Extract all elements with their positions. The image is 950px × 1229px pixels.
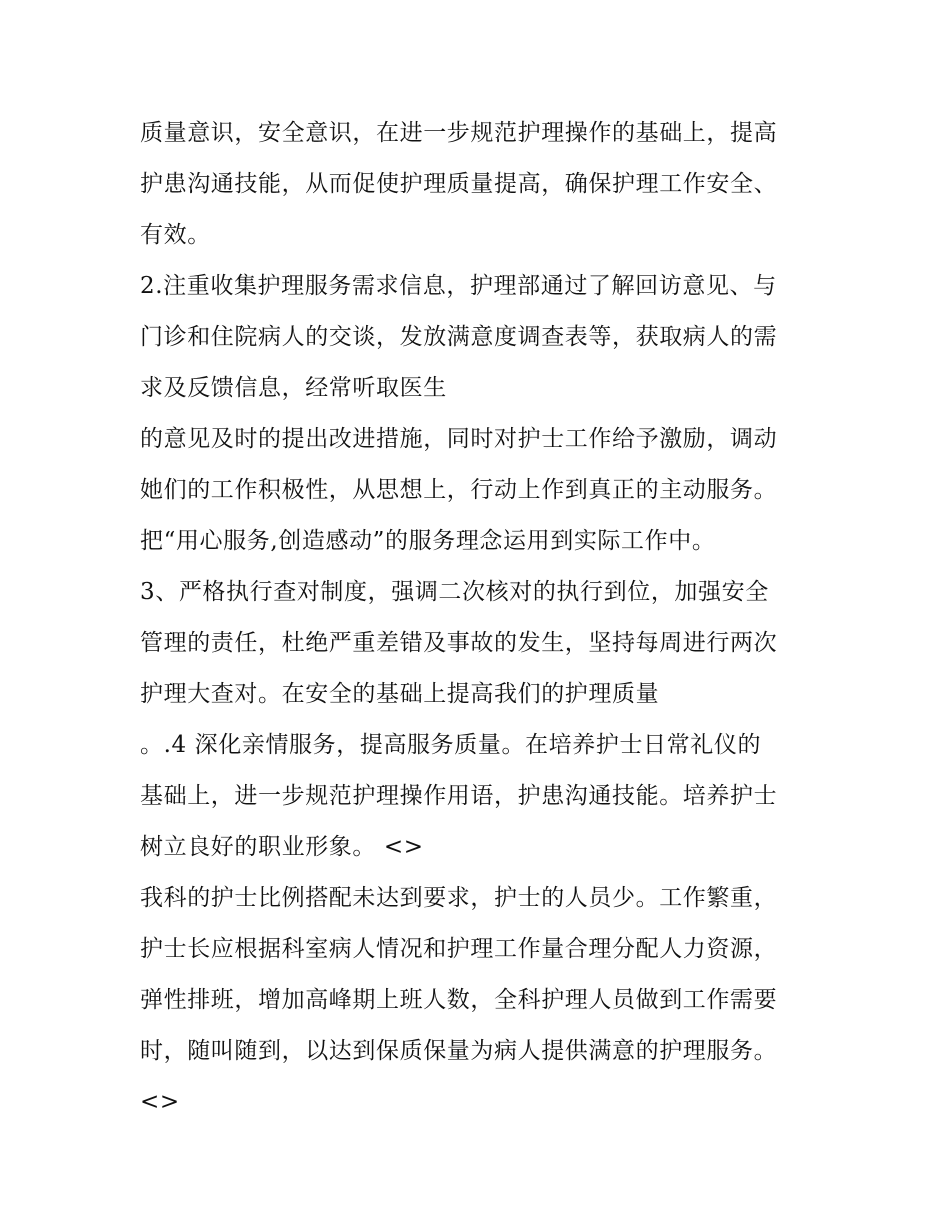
text-line: <> [140, 1089, 180, 1115]
text-line: 门诊和住院病人的交谈，发放满意度调查表等，获取病人的需 [140, 324, 778, 350]
text-line: 的意见及时的提出改进措施，同时对护士工作给予激励，调动 [140, 426, 778, 452]
text-line: 树立良好的职业形象。 <> [140, 834, 424, 860]
text-line: 她们的工作积极性，从思想上，行动上作到真正的主动服务。 [140, 477, 778, 503]
text-line: 。.4 深化亲情服务，提高服务质量。在培养护士日常礼仪的 [140, 732, 762, 758]
text-line: 求及反馈信息，经常听取医生 [140, 375, 447, 401]
text-line: 弹性排班，增加高峰期上班人数，全科护理人员做到工作需要 [140, 987, 778, 1013]
text-line: 有效。 [140, 222, 211, 248]
text-line: 基础上，进一步规范护理操作用语，护患沟通技能。培养护士 [140, 783, 778, 809]
text-line: 我科的护士比例搭配未达到要求，护士的人员少。工作繁重， [140, 885, 778, 911]
text-line: 3、严格执行查对制度，强调二次核对的执行到位，加强安全 [140, 579, 769, 605]
text-line: 护理大查对。在安全的基础上提高我们的护理质量 [140, 681, 660, 707]
text-line: 护患沟通技能，从而促使护理质量提高，确保护理工作安全、 [140, 171, 778, 197]
text-line: 护士长应根据科室病人情况和护理工作量合理分配人力资源， [140, 936, 778, 962]
text-line: 质量意识，安全意识，在进一步规范护理操作的基础上，提高 [140, 120, 778, 146]
text-line: 时，随叫随到，以达到保质保量为病人提供满意的护理服务。 [140, 1038, 778, 1064]
text-line: 2.注重收集护理服务需求信息，护理部通过了解回访意见、与 [140, 273, 777, 299]
document-body [140, 108, 820, 1128]
text-line: 把“用心服务,创造感动”的服务理念运用到实际工作中。 [140, 528, 716, 554]
text-line: 管理的责任，杜绝严重差错及事故的发生，坚持每周进行两次 [140, 630, 778, 656]
